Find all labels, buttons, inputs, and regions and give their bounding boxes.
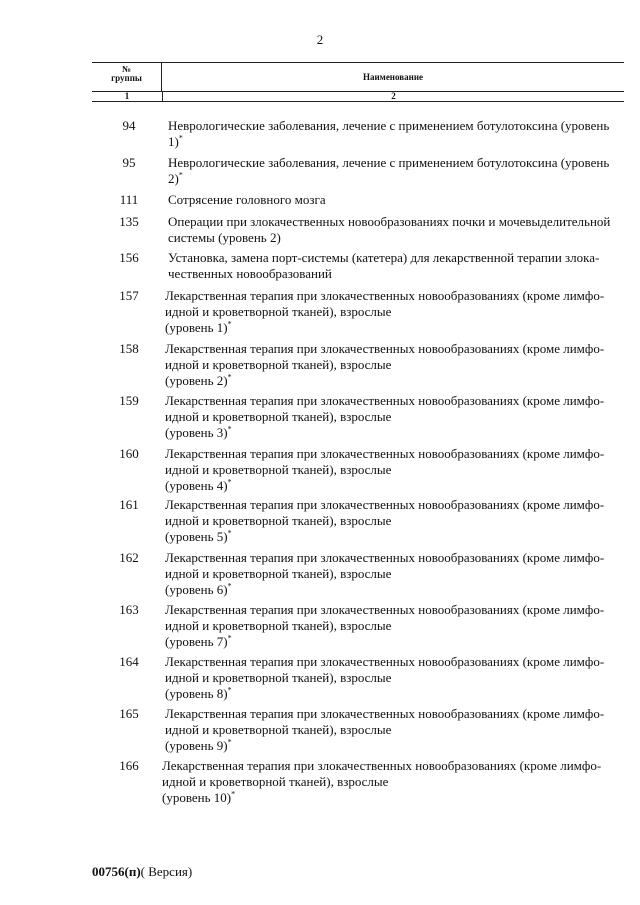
group-name-line (165, 425, 623, 441)
group-number: 135 (119, 214, 139, 229)
group-name-text: (уровень 9) (165, 738, 228, 753)
group-name (165, 341, 623, 389)
group-name-line (168, 192, 626, 208)
group-name-text: (уровень 3) (165, 425, 228, 440)
group-name-text: Лекарственная терапия при злокачественных новообразованиях (кроме лимфо- (165, 497, 605, 512)
group-name-text: идной и кроветворной тканей), взрослые (165, 462, 392, 477)
group-name (168, 155, 626, 187)
group-name (165, 446, 623, 494)
table-header-indices (92, 92, 624, 101)
group-name-line (165, 513, 623, 529)
group-name-line (165, 618, 623, 634)
footnote-mark: * (178, 170, 183, 180)
group-name (168, 118, 626, 150)
group-name-text: (уровень 1) (165, 320, 228, 335)
group-name-line (168, 250, 626, 266)
group-name-line (165, 357, 623, 373)
group-number: 164 (119, 654, 139, 669)
group-name (165, 706, 623, 754)
group-name (168, 214, 626, 246)
group-name-text: Операции при злокачественных новообразованиях почки и мочевыделительной (168, 214, 611, 229)
group-name (168, 250, 626, 282)
footnote-mark: * (231, 789, 236, 799)
group-number-symbol: № (121, 64, 132, 74)
group-name-text: чественных новообразований (168, 266, 332, 281)
group-name (165, 654, 623, 702)
group-name-text: 1) (168, 134, 179, 149)
group-name-line (165, 393, 623, 409)
group-number: 158 (119, 341, 139, 356)
group-name-line (165, 566, 623, 582)
group-name-line (165, 670, 623, 686)
footnote-mark: * (227, 528, 232, 538)
group-name-line (165, 341, 623, 357)
group-name-line (165, 478, 623, 494)
group-number: 162 (119, 550, 139, 565)
group-name-line (165, 602, 623, 618)
group-name-line (165, 654, 623, 670)
col1-index: 1 (92, 92, 163, 101)
footnote-mark: * (227, 477, 232, 487)
group-name-line (165, 304, 623, 320)
footer (92, 864, 192, 880)
group-name (162, 758, 620, 806)
group-name-line (165, 686, 623, 702)
group-number: 163 (119, 602, 139, 617)
group-name-line (165, 446, 623, 462)
group-name-text: 2) (168, 171, 179, 186)
group-name-line (165, 373, 623, 389)
group-name-line (168, 134, 626, 150)
group-number-word: группы (111, 73, 142, 83)
group-name-line (165, 529, 623, 545)
col2-index: 2 (391, 91, 396, 101)
group-name-line (165, 288, 623, 304)
group-name-line (168, 230, 626, 246)
group-name-line (165, 722, 623, 738)
name-header: Наименование (363, 72, 423, 82)
group-name-text: идной и кроветворной тканей), взрослые (165, 722, 392, 737)
group-name-line (168, 155, 626, 171)
footnote-mark: * (227, 737, 232, 747)
group-name-line (162, 758, 620, 774)
group-name-text: Лекарственная терапия при злокачественных новообразованиях (кроме лимфо- (165, 706, 605, 721)
group-number: 161 (119, 497, 139, 512)
group-name-line (165, 462, 623, 478)
group-number: 157 (119, 288, 139, 303)
group-name (165, 288, 623, 336)
group-name-text: идной и кроветворной тканей), взрослые (165, 566, 392, 581)
group-name-text: Лекарственная терапия при злокачественных новообразованиях (кроме лимфо- (165, 654, 605, 669)
document-code: 00756(п) (92, 864, 141, 879)
group-number: 166 (119, 758, 139, 773)
group-name (165, 550, 623, 598)
group-name (165, 497, 623, 545)
group-name-text: идной и кроветворной тканей), взрослые (165, 357, 392, 372)
group-name-text: Лекарственная терапия при злокачественных новообразованиях (кроме лимфо- (165, 288, 605, 303)
group-name-line (168, 118, 626, 134)
group-name-text: идной и кроветворной тканей), взрослые (165, 409, 392, 424)
group-name-line (165, 706, 623, 722)
group-name-text: Неврологические заболевания, лечение с применением ботулотоксина (уровень (168, 155, 610, 170)
group-number: 160 (119, 446, 139, 461)
group-name-text: Лекарственная терапия при злокачественных новообразованиях (кроме лимфо- (165, 602, 605, 617)
group-number: 94 (122, 118, 136, 133)
group-name-text: идной и кроветворной тканей), взрослые (165, 618, 392, 633)
group-name-line (162, 790, 620, 806)
group-name-text: (уровень 7) (165, 634, 228, 649)
group-name-text: идной и кроветворной тканей), взрослые (165, 670, 392, 685)
group-name-text: Лекарственная терапия при злокачественных новообразованиях (кроме лимфо- (165, 393, 605, 408)
group-name-text: Лекарственная терапия при злокачественных новообразованиях (кроме лимфо- (165, 446, 605, 461)
group-name-line (165, 497, 623, 513)
footnote-mark: * (227, 581, 232, 591)
group-name-line (165, 634, 623, 650)
group-name-line (165, 738, 623, 754)
group-number: 165 (119, 706, 139, 721)
group-name-text: (уровень 2) (165, 373, 228, 388)
group-number-header (92, 63, 162, 91)
group-name-text: (уровень 8) (165, 686, 228, 701)
group-name-text: идной и кроветворной тканей), взрослые (165, 513, 392, 528)
group-name-line (162, 774, 620, 790)
group-name-line (168, 171, 626, 187)
group-name-text: идной и кроветворной тканей), взрослые (162, 774, 389, 789)
footnote-mark: * (227, 319, 232, 329)
group-number: 111 (119, 192, 139, 207)
group-name-text: Неврологические заболевания, лечение с применением ботулотоксина (уровень (168, 118, 610, 133)
group-name-line (168, 266, 626, 282)
group-name-line (165, 582, 623, 598)
page-number: 2 (316, 32, 324, 47)
footnote-mark: * (227, 424, 232, 434)
table-header-labels (92, 63, 624, 92)
group-name (165, 602, 623, 650)
group-name-text: Лекарственная терапия при злокачественных новообразованиях (кроме лимфо- (162, 758, 602, 773)
footnote-mark: * (227, 685, 232, 695)
footnote-mark: * (227, 372, 232, 382)
group-name-text: (уровень 6) (165, 582, 228, 597)
group-name (165, 393, 623, 441)
document-version: ( Версия) (140, 864, 193, 879)
group-name-line (168, 214, 626, 230)
group-name-text: (уровень 10) (162, 790, 232, 805)
footnote-mark: * (227, 633, 232, 643)
table-header (92, 62, 624, 102)
group-number: 95 (122, 155, 136, 170)
group-name-text: Установка, замена порт-системы (катетера) для лекарственной терапии злока- (168, 250, 600, 265)
group-name-text: Лекарственная терапия при злокачественных новообразованиях (кроме лимфо- (165, 550, 605, 565)
group-number: 156 (119, 250, 139, 265)
group-name-text: системы (уровень 2) (168, 230, 281, 245)
group-name-line (165, 550, 623, 566)
group-name-line (165, 409, 623, 425)
group-name-text: Сотрясение головного мозга (168, 192, 326, 207)
footnote-mark: * (178, 133, 183, 143)
group-name-text: Лекарственная терапия при злокачественных новообразованиях (кроме лимфо- (165, 341, 605, 356)
group-number: 159 (119, 393, 139, 408)
group-name (168, 192, 626, 208)
group-name-text: (уровень 4) (165, 478, 228, 493)
group-name-text: идной и кроветворной тканей), взрослые (165, 304, 392, 319)
group-name-line (165, 320, 623, 336)
group-name-text: (уровень 5) (165, 529, 228, 544)
